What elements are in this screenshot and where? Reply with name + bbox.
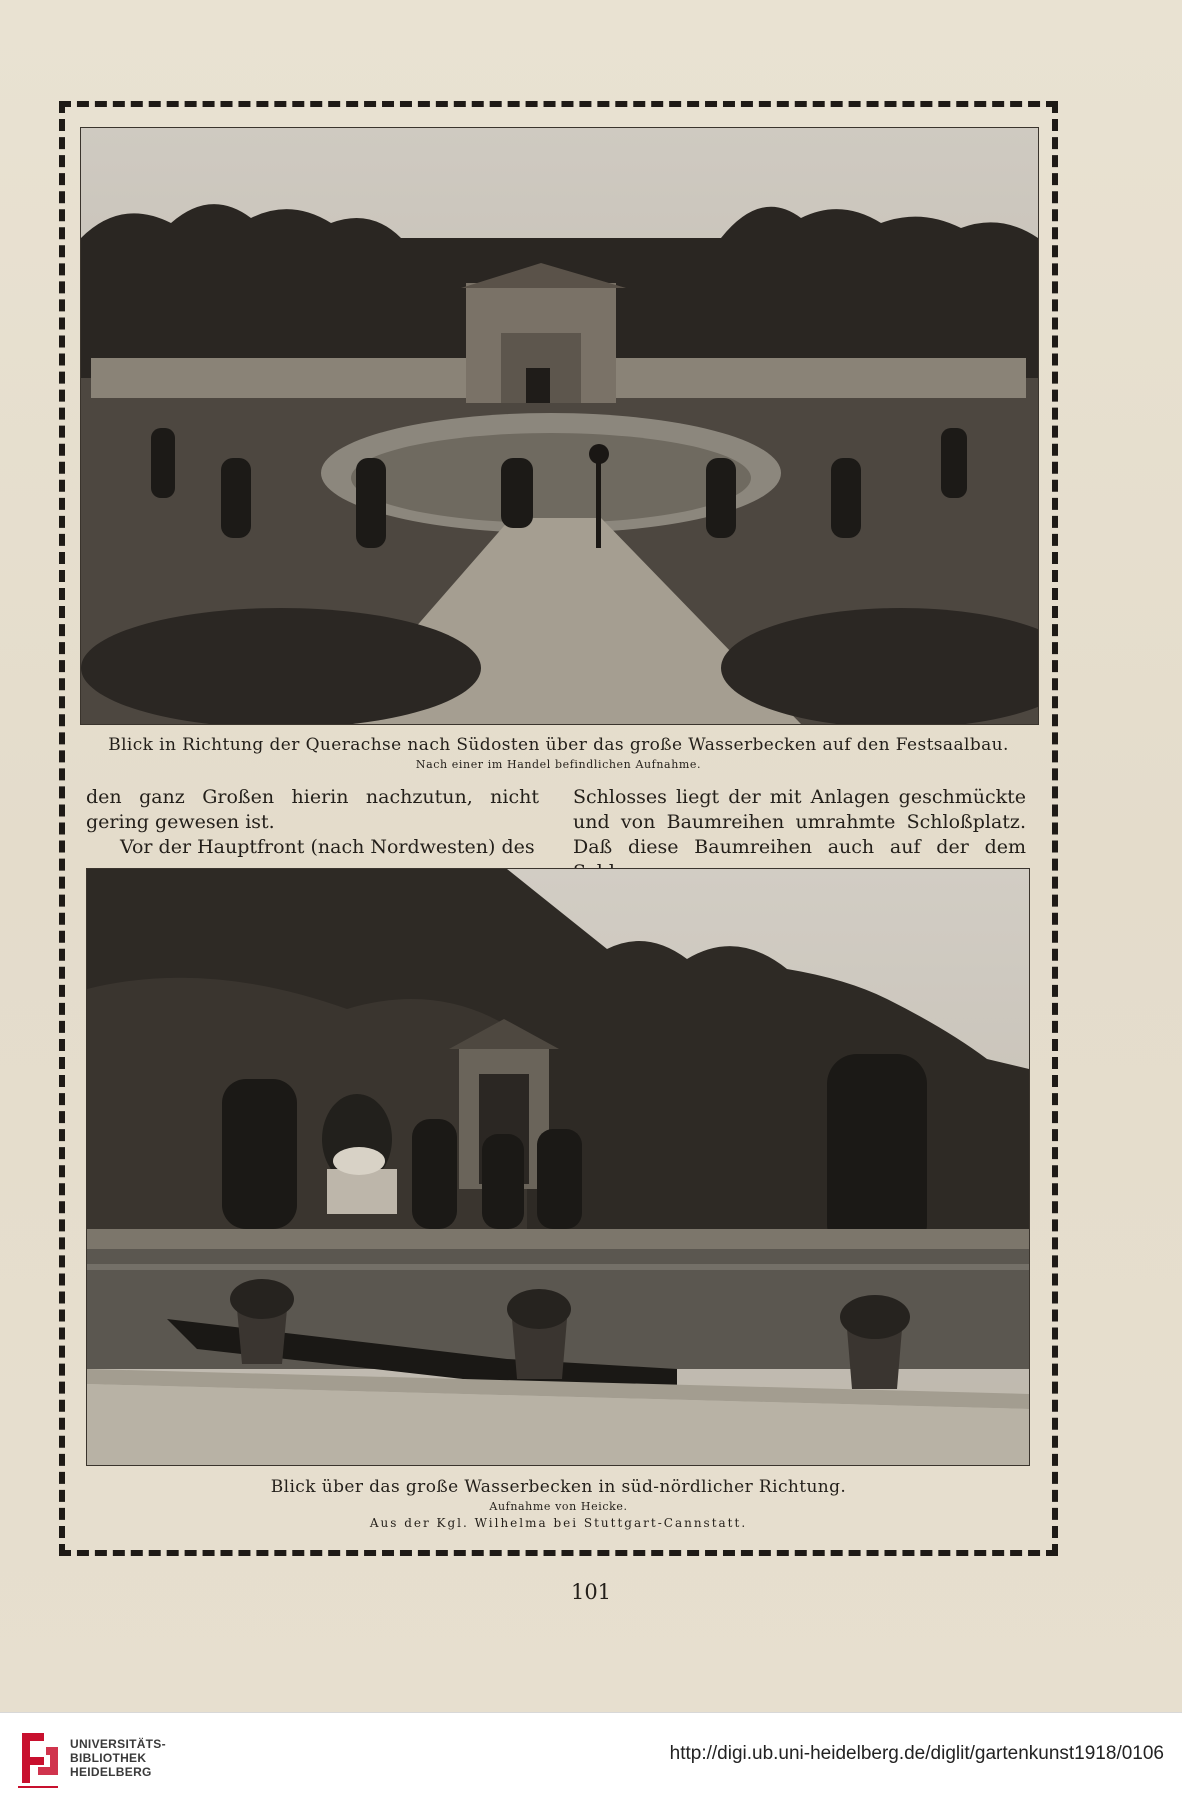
bottom-photo-source: Aus der Kgl. Wilhelma bei Stuttgart-Cannstatt. [369,1516,748,1530]
photo-festsaalbau [80,127,1039,725]
text-column-left [86,785,539,860]
paragraph: Schlosses liegt der mit Anlagen geschmückte und von Baumreihen umrahmte Schloßplatz. Daß diese Baumreihen auch auf der dem [573,786,1026,858]
source-url-link[interactable]: http://digi.ub.uni-heidelberg.de/diglit/gartenkunst1918/0106 [669,1743,1164,1764]
library-name-line: UNIVERSITÄTS- [70,1737,166,1751]
top-photo-caption: Blick in Richtung der Querachse nach Südosten über das große Wasserbecken auf den Festsaalbau. [108,735,1009,755]
photo-wasserbecken [86,868,1030,1466]
library-name [70,1737,166,1779]
paragraph: Vor der Hauptfront (nach Nordwesten) des [120,836,535,858]
bottom-photo-caption: Blick über das große Wasserbecken in süd-nördlicher Richtung. [270,1477,847,1497]
page-number: 101 [570,1580,612,1604]
bottom-photo-credit: Aufnahme von Heicke. [489,1500,628,1513]
university-logo-icon [14,1727,62,1789]
paragraph: den ganz Großen hierin nachzutun, nicht gering gewesen ist. [86,786,539,833]
top-photo-credit: Nach einer im Handel befindlichen Aufnahme. [415,758,702,771]
footer-bar [0,1712,1182,1800]
library-name-line: BIBLIOTHEK [70,1751,147,1765]
library-name-line: HEIDELBERG [70,1765,152,1779]
